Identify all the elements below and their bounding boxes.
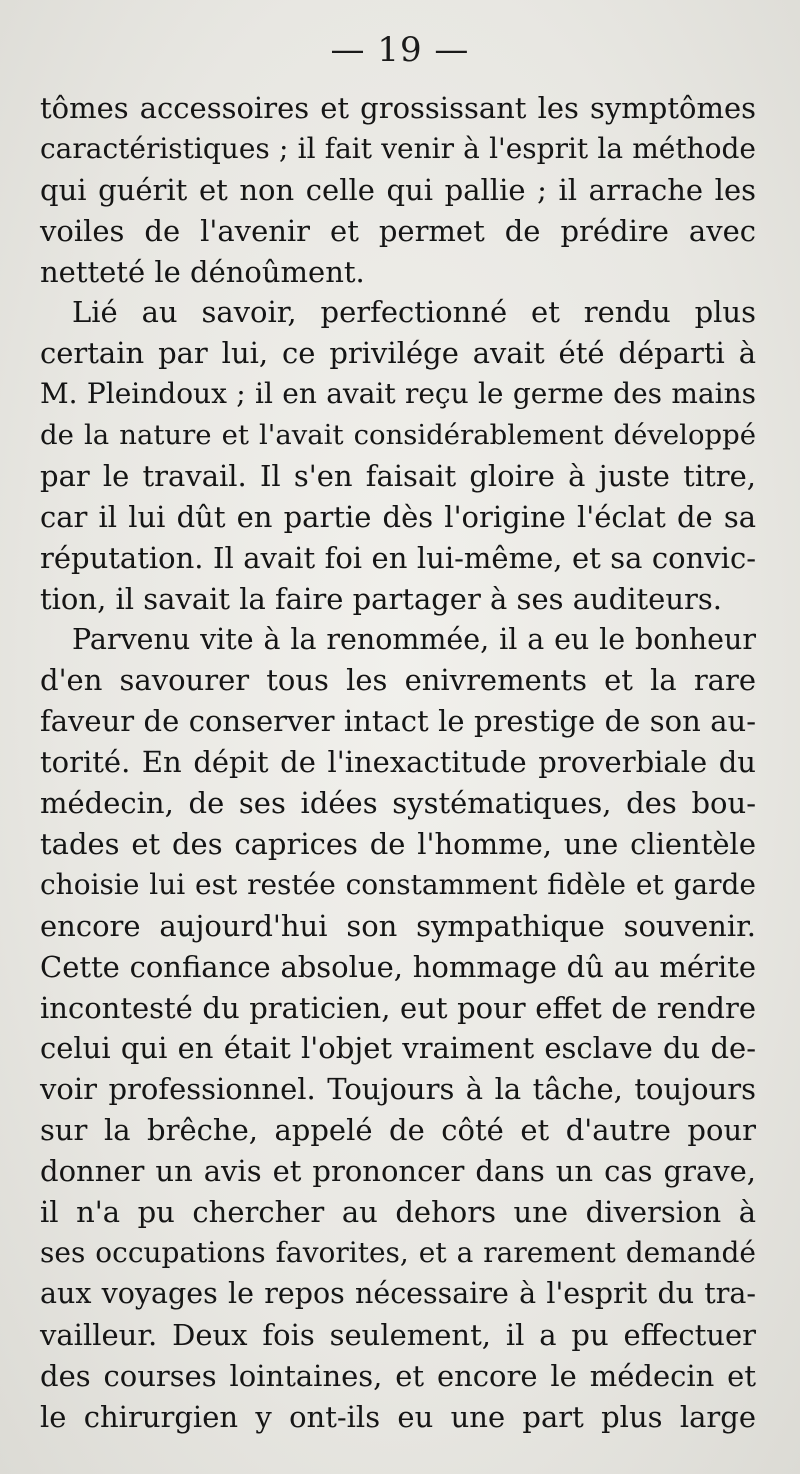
text-line: réputation. Il avait foi en lui-même, et sa convic- (40, 540, 756, 575)
text-line: faveur de conserver intact le prestige de son au- (40, 704, 756, 739)
text-line: médecin, de ses idées systématiques, des bou- (40, 786, 756, 821)
text-line: voir professionnel. Toujours à la tâche, toujours (40, 1072, 756, 1107)
page-number: — 19 — (330, 30, 470, 70)
text-line: netteté le dénoûment. (40, 254, 365, 289)
text-line: certain par lui, ce privilége avait été départi à (40, 336, 756, 371)
text-line: il n'a pu chercher au dehors une diversion à (40, 1195, 756, 1230)
text-line: encore aujourd'hui son sympathique souvenir. (40, 908, 756, 943)
text-line: donner un avis et prononcer dans un cas grave, (40, 1154, 756, 1189)
text-line: tades et des caprices de l'homme, une clientèle (40, 827, 756, 862)
text-line: torité. En dépit de l'inexactitude proverbiale du (40, 745, 756, 780)
text-line: ses occupations favorites, et a rarement demandé (40, 1235, 756, 1269)
text-line: aux voyages le repos nécessaire à l'esprit du tra- (40, 1276, 756, 1310)
text-line: choisie lui est restée constamment fidèle et garde (40, 867, 756, 901)
text-line: qui guérit et non celle qui pallie ; il arrache les (40, 172, 756, 207)
text-line: vailleur. Deux fois seulement, il a pu effectuer (40, 1317, 756, 1352)
text-line: le chirurgien y ont-ils eu une part plus large (40, 1399, 756, 1434)
text-line: voiles de l'avenir et permet de prédire avec (40, 213, 756, 248)
text-line: d'en savourer tous les enivrements et la rare (40, 663, 756, 698)
text-line: des courses lointaines, et encore le médecin et (40, 1358, 756, 1393)
body-text (40, 88, 756, 1437)
text-line: celui qui en était l'objet vraiment esclave du de- (40, 1031, 756, 1066)
text-line: car il lui dût en partie dès l'origine l'éclat de sa (40, 499, 756, 534)
text-line: Cette confiance absolue, hommage dû au mérite (40, 949, 756, 984)
text-line: sur la brêche, appelé de côté et d'autre pour (40, 1113, 756, 1148)
text-line: Lié au savoir, perfectionné et rendu plus (72, 295, 756, 330)
text-line: M. Pleindoux ; il en avait reçu le germe des mains (40, 377, 756, 411)
text-line: de la nature et l'avait considérablement développé (40, 419, 756, 452)
text-line: caractéristiques ; il fait venir à l'esprit la méthode (40, 131, 756, 165)
text-line: tion, il savait la faire partager à ses auditeurs. (40, 581, 722, 616)
text-line: par le travail. Il s'en faisait gloire à juste titre, (40, 459, 756, 494)
text-line: tômes accessoires et grossissant les symptômes (40, 91, 756, 125)
text-line: incontesté du praticien, eut pour effet de rendre (40, 990, 756, 1025)
text-line: Parvenu vite à la renommée, il a eu le bonheur (72, 622, 756, 656)
